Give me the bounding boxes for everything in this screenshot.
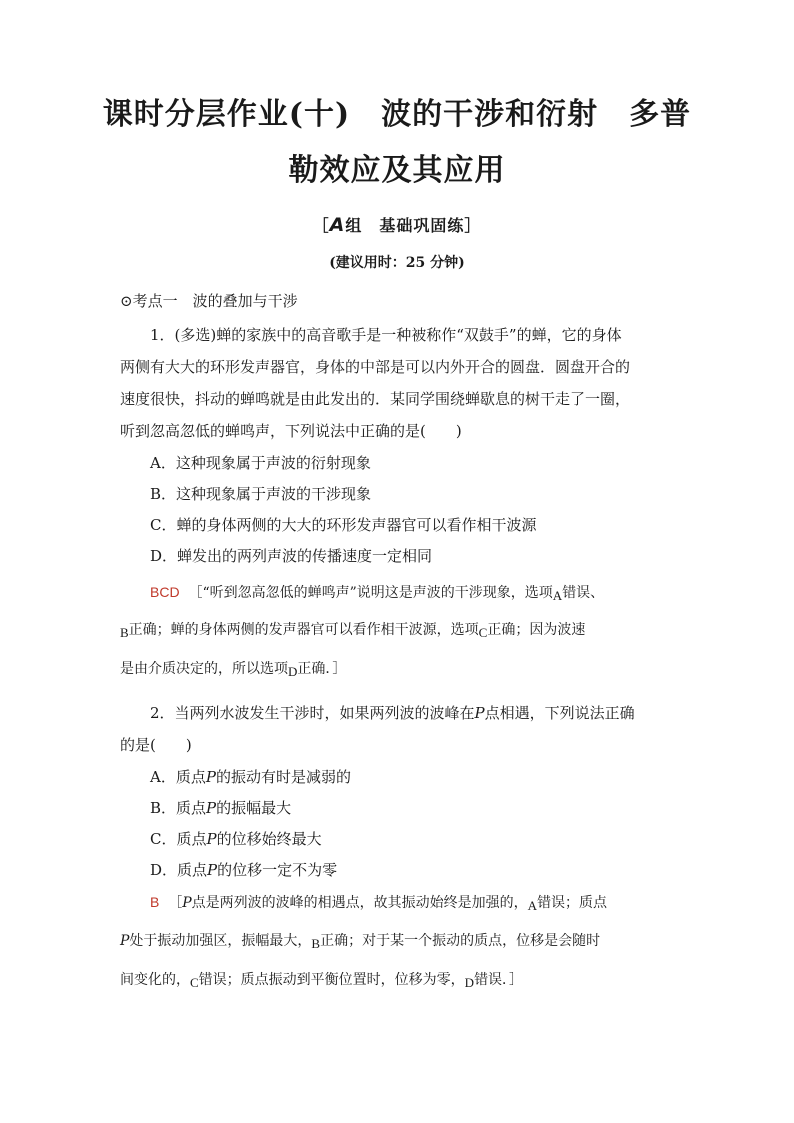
q1-stem-line-1: 1．(多选)蝉的家族中的高音歌手是一种被称作“双鼓手”的蝉，它的身体: [150, 326, 622, 344]
q1-exp-text: 错误、: [562, 585, 605, 601]
q2-exp-option-ref: D: [464, 975, 475, 990]
q2-option-b: [150, 798, 291, 818]
q2-option-text: 的位移始终最大: [216, 830, 322, 848]
q1-stem-line-2: 两侧有大大的环形发声器官，身体的中部是可以内外开合的圆盘．圆盘开合的: [120, 358, 631, 376]
group-text: 组 基础巩固练: [345, 216, 465, 235]
q2-answer: B: [150, 894, 160, 910]
group-open-bracket: ［: [312, 216, 330, 235]
q2-stem-text: 点相遇，下列说法正确: [484, 704, 635, 722]
q2-option-text: A．质点: [150, 768, 206, 786]
q2-point-p: P: [182, 895, 192, 911]
q2-point-p: P: [120, 933, 130, 949]
q1-option-d: D．蝉发出的两列声波的传播速度一定相同: [150, 547, 433, 565]
q2-exp-text: 点是两列波的波峰的相遇点，故其振动始终是加强的，: [191, 895, 528, 911]
q2-exp-text: 错误；质点振动到平衡位置时，位移为零，: [198, 972, 465, 988]
q2-stem-line-2: 的是( ): [120, 736, 192, 754]
q2-option-text: 的振幅最大: [216, 799, 292, 817]
q2-option-text: C．质点: [150, 830, 207, 848]
group-heading: [0, 213, 794, 236]
q1-explanation-line-2: [120, 620, 585, 640]
q2-explanation-line-3: [120, 970, 523, 990]
page-title-line-1: 课时分层作业(十) 波的干涉和衍射 多普: [102, 97, 692, 132]
q2-exp-text: 错误．］: [474, 972, 524, 988]
group-letter: A: [329, 214, 346, 236]
q2-option-d: [150, 860, 337, 880]
group-close-bracket: ］: [464, 216, 482, 235]
q2-exp-text: 错误；质点: [537, 895, 608, 911]
q1-answer: BCD: [150, 584, 180, 600]
page-title-line-2: 勒效应及其应用: [288, 153, 506, 188]
q1-stem-line-4: 听到忽高忽低的蝉鸣声，下列说法中正确的是( ): [120, 422, 462, 440]
q1-exp-option-ref: C: [478, 625, 488, 640]
q1-exp-text: ［“听到忽高忽低的蝉鸣声”说明这是声波的干涉现象，选项: [188, 585, 553, 601]
q2-point-p: P: [206, 799, 217, 817]
q2-option-a: [150, 767, 351, 787]
q1-exp-option-ref: D: [288, 664, 298, 679]
q2-exp-option-ref: A: [527, 898, 538, 913]
q1-exp-text: 是由介质决定的，所以选项: [120, 661, 288, 677]
q1-option-c: C．蝉的身体两侧的大大的环形发声器官可以看作相干波源: [150, 516, 537, 534]
q1-option-a: A．这种现象属于声波的衍射现象: [150, 454, 371, 472]
q2-explanation-line-1: [150, 892, 607, 913]
q2-exp-option-ref: B: [311, 936, 321, 951]
section-heading: ⊙考点一 波的叠加与干涉: [120, 292, 298, 310]
time-hint: (建议用时：25 分钟): [329, 255, 465, 271]
q2-point-p: P: [206, 830, 217, 848]
q1-exp-option-ref: B: [120, 625, 129, 640]
q2-stem-text: 2．当两列水波发生干涉时，如果两列波的波峰在: [150, 704, 475, 722]
q2-point-p: P: [205, 768, 216, 786]
q2-option-text: 的振动有时是减弱的: [215, 768, 351, 786]
q1-explanation-line-3: [120, 659, 346, 679]
q2-exp-option-ref: C: [190, 975, 199, 990]
q2-exp-text: 正确；对于某一个振动的质点，位移是会随时: [320, 933, 601, 949]
q2-exp-text: ［: [168, 895, 183, 911]
q1-stem-line-3: 速度很快，抖动的蝉鸣就是由此发出的．某同学围绕蝉歇息的树干走了一圈，: [120, 390, 631, 408]
q2-option-text: 的位移一定不为零: [217, 861, 338, 879]
q2-option-text: B．质点: [150, 799, 207, 817]
q1-exp-option-ref: A: [552, 588, 563, 603]
q2-point-p: P: [474, 704, 485, 722]
q2-point-p: P: [207, 861, 218, 879]
q2-stem-line-1: [150, 703, 635, 723]
q2-explanation-line-2: [120, 931, 600, 951]
q1-exp-text: 正确；蝉的身体两侧的发声器官可以看作相干波源，选项: [128, 622, 479, 638]
q1-exp-text: 正确；因为波速: [487, 622, 586, 638]
q2-exp-text: 间变化的，: [120, 972, 190, 988]
q2-option-text: D．质点: [150, 861, 208, 879]
q1-exp-text: 正确．］: [297, 661, 347, 677]
q1-option-b: B．这种现象属于声波的干涉现象: [150, 485, 372, 503]
q2-option-c: [150, 829, 322, 849]
q1-explanation-line-1: [150, 582, 604, 603]
q2-exp-text: 处于振动加强区，振幅最大，: [129, 933, 312, 949]
